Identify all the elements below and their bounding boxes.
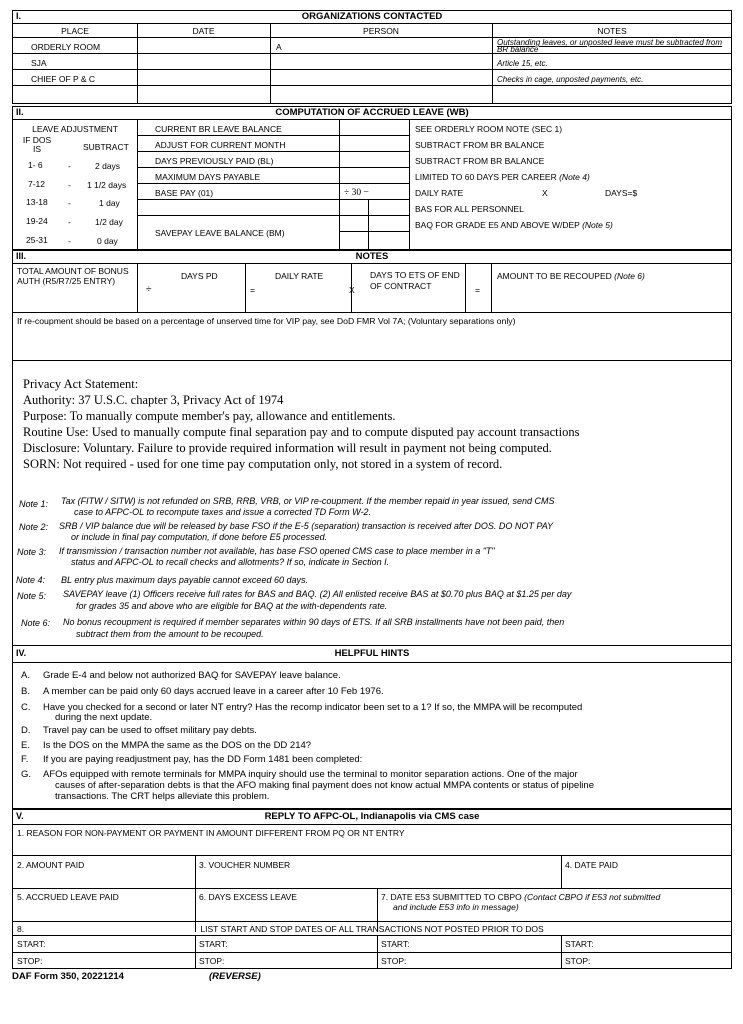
section-title: ORGANIZATIONS CONTACTED xyxy=(301,11,443,22)
note-6-line2: subtract them from the amount to be recouped. xyxy=(76,629,264,639)
section-organizations-contacted xyxy=(12,10,732,104)
column-person: PERSON xyxy=(363,26,399,36)
hint-key: G. xyxy=(21,769,32,780)
equals-sign: = xyxy=(250,285,255,295)
field-7-date-e53[interactable]: 7. DATE E53 SUBMITTED TO CBPO (Contact CBPO if E53 not submitted xyxy=(381,892,661,902)
note-2-line1: SRB / VIP balance due will be released by base FSO if the E-5 (separation) transaction is received after DOS. DO NOT PAY xyxy=(59,521,554,531)
section-number: I. xyxy=(16,11,22,21)
hint-key: F. xyxy=(21,754,29,765)
hint-text-cont: transactions. The CRT helps alleviate this problem. xyxy=(55,791,270,802)
section-helpful-hints xyxy=(12,645,732,809)
hint-key: D. xyxy=(21,725,31,736)
section-computation-accrued-leave xyxy=(12,106,732,250)
hint-text-cont: causes of after-separation debts is that the AFO making final payment does not know actual MMPA contents or status of pipeline xyxy=(55,780,594,791)
note-6-line1: No bonus recoupment is required if member separates within 90 days of ETS. If all SRB installments have not been paid, then xyxy=(63,617,565,627)
hint-text: Travel pay can be used to offset military pay debts. xyxy=(43,725,257,736)
bas-all-personnel: BAS FOR ALL PERSONNEL xyxy=(415,204,524,214)
start-field-2[interactable]: START: xyxy=(199,939,228,949)
column-place: PLACE xyxy=(61,26,89,36)
daily-rate-label: DAILY RATE xyxy=(275,271,324,281)
section-number: V. xyxy=(16,811,24,821)
adjust-days: 1 day xyxy=(99,198,120,208)
adjust-days: 1/2 day xyxy=(95,217,123,227)
hint-text: Have you checked for a second or later NT entry? Has the recomp indicator been set to a 1? If so, the MMPA will be recomputed xyxy=(43,702,583,713)
privacy-authority: Authority: 37 U.S.C. chapter 3, Privacy Act of 1974 xyxy=(23,393,284,407)
savepay-leave-balance: SAVEPAY LEAVE BALANCE (BM) xyxy=(155,228,285,238)
adjust-range: 7-12 xyxy=(28,179,46,189)
field-8-number: 8. xyxy=(17,924,25,934)
stop-field-4[interactable]: STOP: xyxy=(565,956,591,966)
notes-orderly-room: Outstanding leaves, or unposted leave must be subtracted from BR balance xyxy=(497,39,723,53)
subtract-from-br-1: SUBTRACT FROM BR BALANCE xyxy=(415,140,545,150)
hint-key: E. xyxy=(21,740,30,751)
adjust-dash: - xyxy=(68,236,71,246)
stop-field-3[interactable]: STOP: xyxy=(381,956,407,966)
note-5-label: Note 5: xyxy=(17,591,47,601)
adjust-current-month: ADJUST FOR CURRENT MONTH xyxy=(155,140,286,150)
adjust-range: 1- 6 xyxy=(28,160,43,170)
note-2-line2: or include in final pay computation, if done before E5 processed. xyxy=(71,532,328,542)
privacy-sorn: SORN: Not required - used for one time pay computation only, not stored in a system of record. xyxy=(23,457,503,471)
field-7-note: and include E53 info in message) xyxy=(393,902,519,912)
adjust-dash: - xyxy=(68,198,71,208)
section-title: HELPFUL HINTS xyxy=(334,648,410,659)
section-header xyxy=(13,810,731,825)
adjust-days: 0 day xyxy=(97,236,118,246)
days-to-ets: DAYS TO ETS OF END OF CONTRACT xyxy=(370,270,460,291)
adjust-dash: - xyxy=(68,161,71,171)
adjust-days: 2 days xyxy=(95,161,121,171)
hint-key: A. xyxy=(21,670,30,681)
days-equals: DAYS=$ xyxy=(605,188,638,198)
note-5-line1: SAVEPAY leave (1) Officers receive full rates for BAS and BAQ. (2) All enlisted receive BAS at $0.70 plus BAQ at $1.25 per day xyxy=(63,589,572,599)
privacy-act-statement xyxy=(12,361,732,491)
subtract-from-br-2: SUBTRACT FROM BR BALANCE xyxy=(415,156,545,166)
hint-text: Is the DOS on the MMPA the same as the DOS on the DD 214? xyxy=(43,740,312,751)
note-6-label: Note 6: xyxy=(21,618,51,628)
form-reverse: (REVERSE) xyxy=(209,971,261,982)
note-5-line2: for grades 35 and above who are eligible for BAQ at the with-dependents rate. xyxy=(76,601,388,611)
column-notes: NOTES xyxy=(597,26,627,36)
place-chief-pc: CHIEF OF P & C xyxy=(31,74,96,84)
field-6-days-excess-leave[interactable]: 6. DAYS EXCESS LEAVE xyxy=(199,892,297,902)
column-date: DATE xyxy=(192,26,215,36)
note-4-line1: BL entry plus maximum days payable cannot exceed 60 days. xyxy=(61,575,308,585)
privacy-purpose: Purpose: To manually compute member's pay, allowance and entitlements. xyxy=(23,409,396,423)
note-3-label: Note 3: xyxy=(17,547,47,557)
baq-grade-e5: BAQ FOR GRADE E5 AND ABOVE W/DEP (Note 5) xyxy=(415,220,613,230)
adjust-dash: - xyxy=(68,217,71,227)
note-2-label: Note 2: xyxy=(19,522,49,532)
field-4-date-paid[interactable]: 4. DATE PAID xyxy=(565,860,619,870)
hint-text: A member can be paid only 60 days accrued leave in a career after 10 Feb 1976. xyxy=(43,686,384,697)
divide-sign: ÷ xyxy=(146,284,152,295)
note-1-line2: case to AFPC-OL to recompute taxes and issue a corrected TD Form W-2. xyxy=(74,507,371,517)
note-3-line1: If transmission / transaction number not available, has base FSO opened CMS case to place member in a "T" xyxy=(59,546,495,556)
section-number: IV. xyxy=(16,648,27,658)
days-previously-paid: DAYS PREVIOUSLY PAID (BL) xyxy=(155,156,274,166)
person-field-1[interactable]: A xyxy=(276,42,282,52)
hint-text-cont: during the next update. xyxy=(55,712,153,723)
equals-sign-2: = xyxy=(475,285,480,295)
stop-field-1[interactable]: STOP: xyxy=(17,956,43,966)
amount-recouped: AMOUNT TO BE RECOUPED (Note 6) xyxy=(497,271,645,281)
leave-adjustment-label: LEAVE ADJUSTMENT xyxy=(32,124,118,134)
see-orderly-room-note: SEE ORDERLY ROOM NOTE (SEC 1) xyxy=(415,124,563,134)
vip-recoupment-note: If re-coupment should be based on a percentage of unserved time for VIP pay, see DoD FMR Vol 7A; (Voluntary separations only) xyxy=(17,316,516,326)
notes-chief-pc: Checks in cage, unposted payments, etc. xyxy=(497,75,644,84)
section-header xyxy=(13,251,731,264)
form-number: DAF Form 350, 20221214 xyxy=(12,971,124,982)
times-sign: X xyxy=(349,285,355,295)
field-8-title: LIST START AND STOP DATES OF ALL TRANSACTIONS NOT POSTED PRIOR TO DOS xyxy=(200,924,544,934)
hint-text: Grade E-4 and below not authorized BAQ for SAVEPAY leave balance. xyxy=(43,670,341,681)
section-header xyxy=(13,11,731,24)
notes-sja: Article 15, etc. xyxy=(497,59,548,68)
start-field-4[interactable]: START: xyxy=(565,939,594,949)
section-header xyxy=(13,646,731,663)
footnotes xyxy=(12,491,732,645)
note-1-line1: Tax (FITW / SITW) is not refunded on SRB, RRB, VRB, or VIP re-coupment. If the member repaid in year issued, send CMS xyxy=(61,496,555,506)
privacy-routine-use: Routine Use: Used to manually compute final separation pay and to compute disputed pay account transactions xyxy=(23,425,580,439)
adjust-range: 19-24 xyxy=(26,216,48,226)
maximum-days-payable: MAXIMUM DAYS PAYABLE xyxy=(155,172,261,182)
limited-60-days: LIMITED TO 60 DAYS PER CAREER (Note 4) xyxy=(415,172,590,182)
hint-text: If you are paying readjustment pay, has the DD Form 1481 been completed: xyxy=(43,754,363,765)
place-sja: SJA xyxy=(31,58,47,68)
field-5-accrued-leave-paid[interactable]: 5. ACCRUED LEAVE PAID xyxy=(17,892,119,902)
section-notes xyxy=(12,250,732,361)
subtract-label: SUBTRACT xyxy=(83,142,129,152)
total-amount-bonus: TOTAL AMOUNT OF BONUS AUTH (R5/R7/25 ENTRY) xyxy=(17,266,129,286)
adjust-range: 13-18 xyxy=(26,197,48,207)
section-title: COMPUTATION OF ACCRUED LEAVE (WB) xyxy=(275,107,469,118)
start-field-1[interactable]: START: xyxy=(17,939,46,949)
hint-key: B. xyxy=(21,686,30,697)
start-field-3[interactable]: START: xyxy=(381,939,410,949)
hint-key: C. xyxy=(21,702,31,713)
note-4-label: Note 4: xyxy=(16,575,46,585)
section-title: REPLY TO AFPC-OL, Indianapolis via CMS case xyxy=(264,811,480,822)
adjust-range: 25-31 xyxy=(26,235,48,245)
section-number: II. xyxy=(16,107,24,117)
if-dos-is-label: IF DOS IS xyxy=(22,135,52,154)
field-1-reason[interactable]: 1. REASON FOR NON-PAYMENT OR PAYMENT IN AMOUNT DIFFERENT FROM PQ OR NT ENTRY xyxy=(17,828,405,838)
stop-field-2[interactable]: STOP: xyxy=(199,956,225,966)
section-header xyxy=(13,107,731,120)
divide-30: ÷ 30 − xyxy=(344,188,369,198)
privacy-heading: Privacy Act Statement: xyxy=(23,377,139,391)
adjust-days: 1 1/2 days xyxy=(87,180,127,190)
daily-rate: DAILY RATE xyxy=(415,188,464,198)
place-orderly-room: ORDERLY ROOM xyxy=(31,42,101,52)
section-reply-afpc xyxy=(12,809,732,969)
hint-text: AFOs equipped with remote terminals for MMPA inquiry should use the terminal to monitor separation actions. One of the major xyxy=(43,769,578,780)
section-number: III. xyxy=(16,251,27,261)
field-2-amount-paid[interactable]: 2. AMOUNT PAID xyxy=(17,860,85,870)
current-br-leave-balance: CURRENT BR LEAVE BALANCE xyxy=(155,124,282,134)
note-3-line2: status and AFPC-OL to recall checks and allotments? If so, indicate in Section I. xyxy=(71,557,390,567)
note-1-label: Note 1: xyxy=(19,499,49,509)
times-x: X xyxy=(542,188,548,198)
days-pd: DAYS PD xyxy=(181,271,218,281)
field-3-voucher-number[interactable]: 3. VOUCHER NUMBER xyxy=(199,860,291,870)
section-title: NOTES xyxy=(355,251,389,262)
privacy-disclosure: Disclosure: Voluntary. Failure to provide required information will result in payment not being computed. xyxy=(23,441,552,455)
base-pay: BASE PAY (01) xyxy=(155,188,214,198)
adjust-dash: - xyxy=(68,180,71,190)
